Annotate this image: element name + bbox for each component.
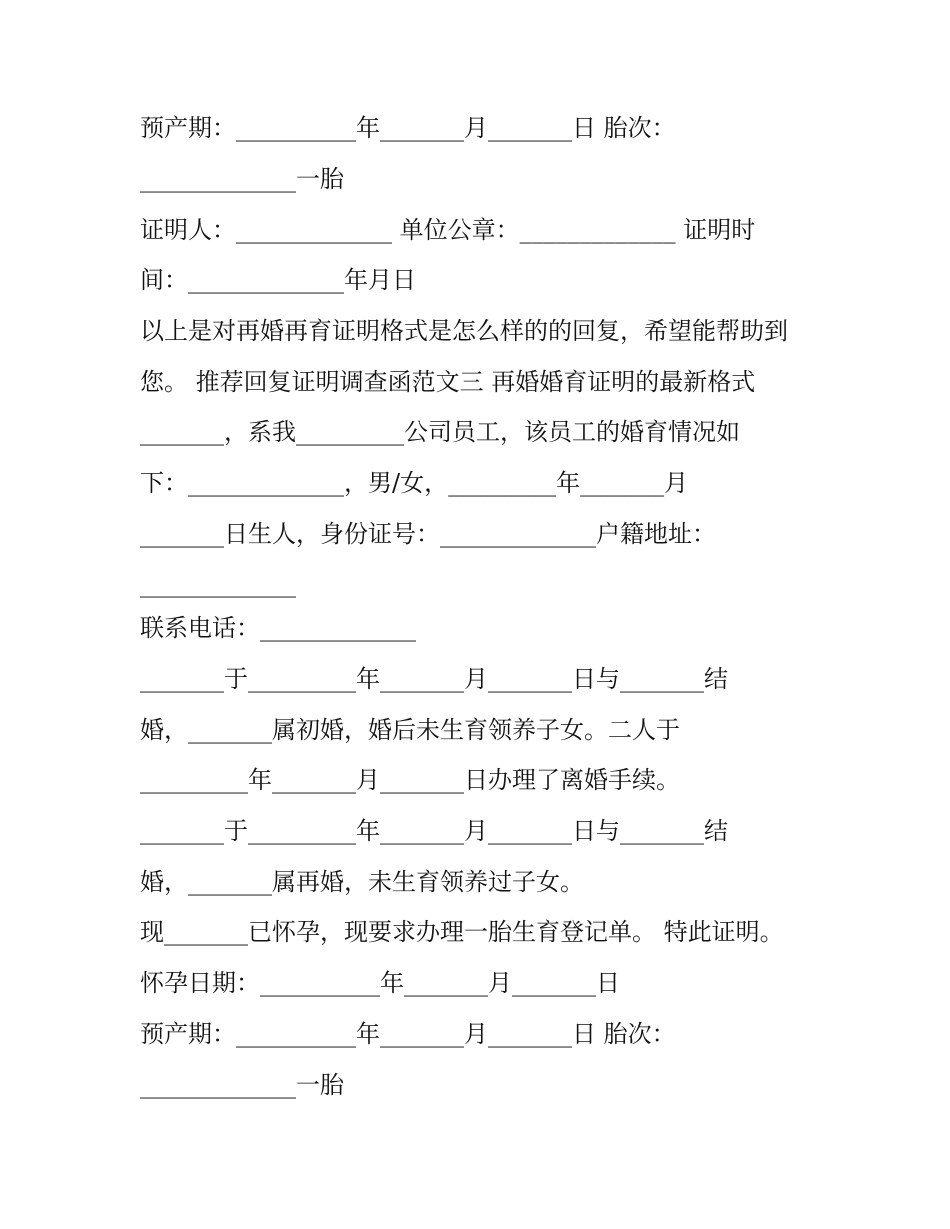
text-line: _____________ [140, 570, 296, 598]
text-line: 婚，_______属初婚，婚后未生育领养子女。二人于 [140, 716, 680, 744]
text-line: 预产期：__________年_______月_______日 胎次： [140, 1020, 676, 1048]
text-line: 婚，_______属再婚，未生育领养过子女。 [140, 868, 584, 896]
text-line: _________年_______月_______日办理了离婚手续。 [140, 766, 680, 794]
text-line: 证明人：_____________ 单位公章：_____________ 证明时 [140, 216, 756, 244]
text-line: _______日生人，身份证号：_____________户籍地址： [140, 520, 716, 548]
text-line: 预产期：__________年_______月_______日 胎次： [140, 114, 676, 142]
text-line: _______于_________年_______月_______日与_______结 [140, 817, 728, 845]
text-line: 间：_____________年月日 [140, 266, 416, 294]
text-line: 怀孕日期：__________年_______月_______日 [140, 969, 620, 997]
text-line: 下：_____________，男/女，_________年_______月 [140, 469, 689, 497]
text-line: 现_______已怀孕，现要求办理一胎生育登记单。 特此证明。 [140, 918, 784, 946]
text-line: _______，系我_________公司员工，该员工的婚育情况如 [140, 418, 740, 446]
text-line: 您。 推荐回复证明调查函范文三 再婚婚育证明的最新格式 [140, 368, 756, 396]
text-line: _____________一胎 [140, 1071, 344, 1099]
text-line: _______于_________年_______月_______日与_______结 [140, 665, 728, 693]
text-line: 联系电话：_____________ [140, 614, 416, 642]
text-line: _____________一胎 [140, 165, 344, 193]
text-line: 以上是对再婚再育证明格式是怎么样的的回复，希望能帮助到 [140, 317, 788, 345]
